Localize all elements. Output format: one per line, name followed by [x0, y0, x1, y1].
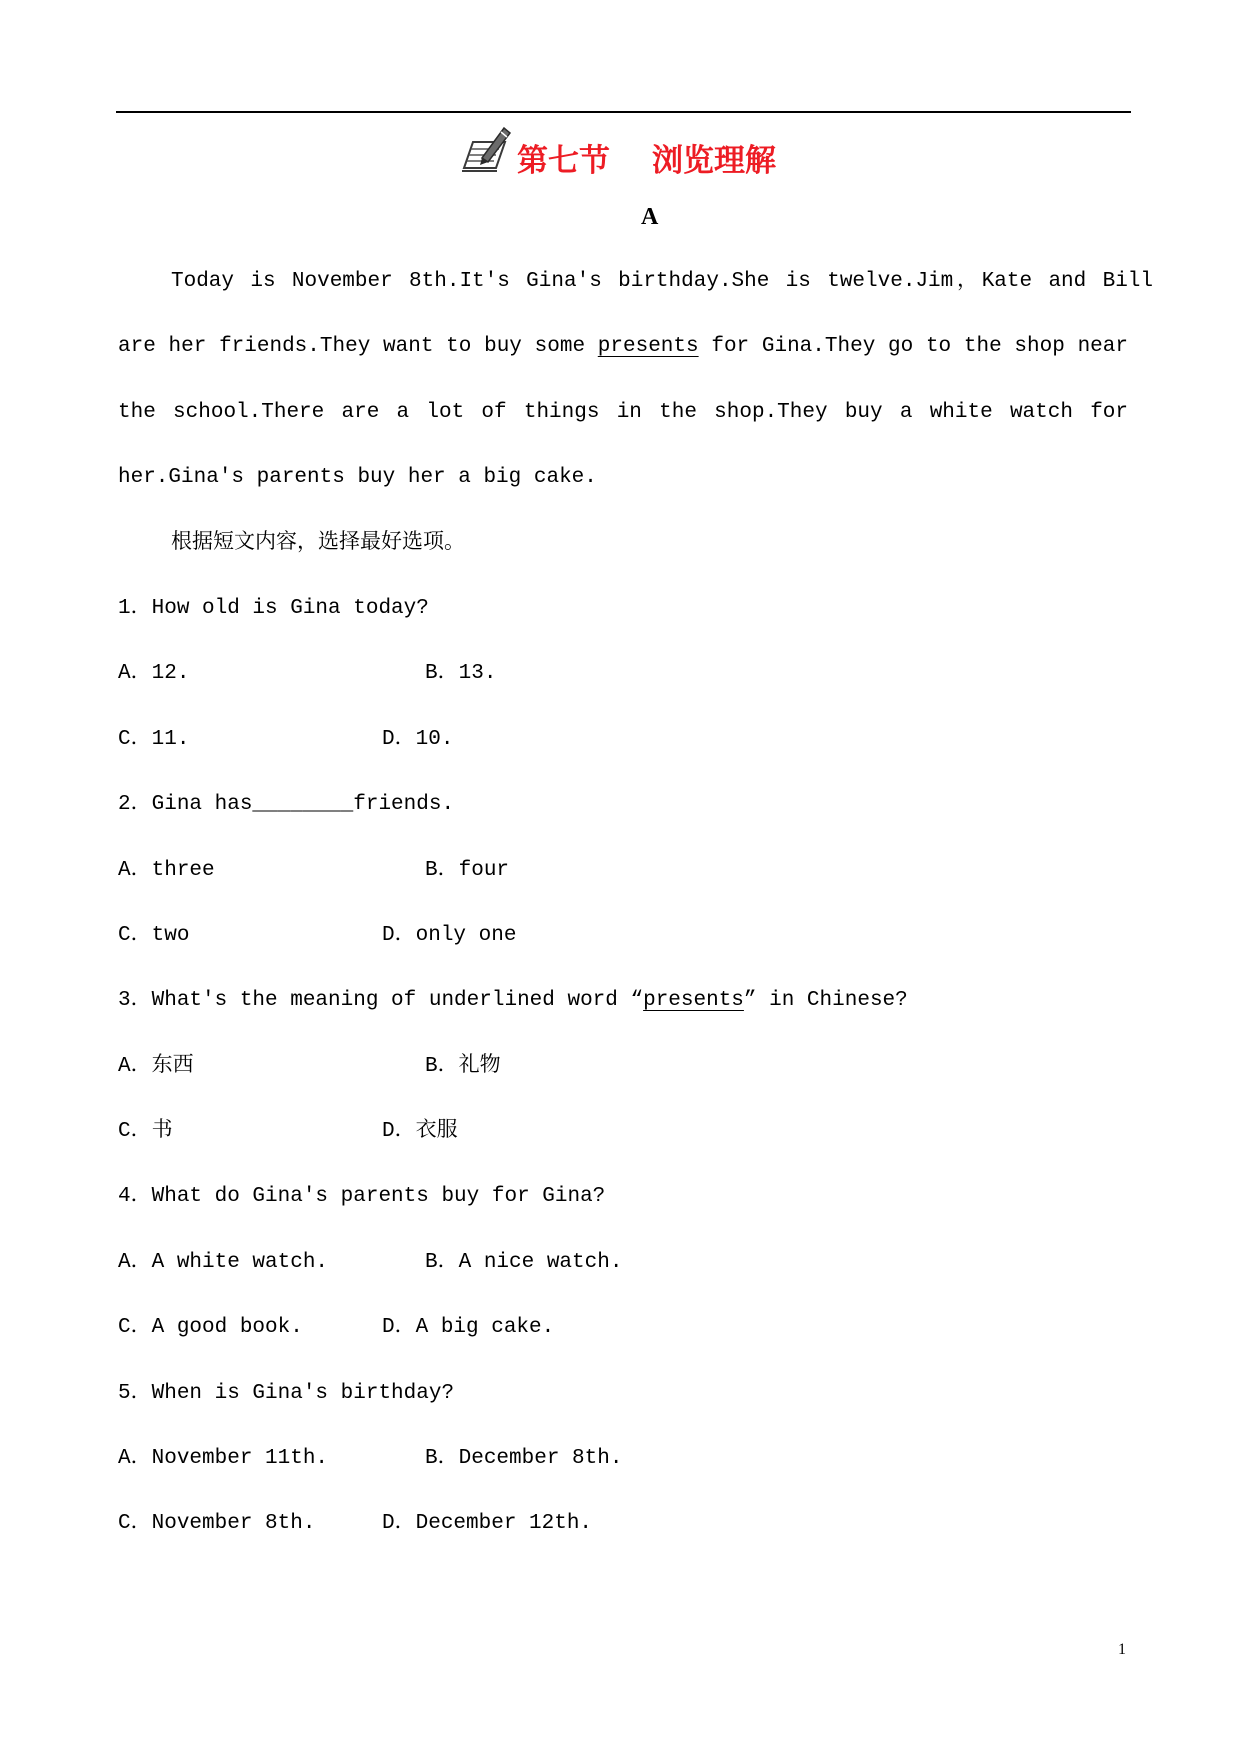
question-text: When is Gina's birthday? — [151, 1381, 455, 1405]
option-text: December 12th. — [415, 1512, 593, 1536]
option-b — [425, 838, 509, 903]
option-row — [0, 707, 1241, 772]
option-c — [118, 1491, 315, 1556]
underlined-word: presents — [597, 335, 699, 359]
document-body — [0, 249, 1241, 1557]
option-c — [118, 1295, 303, 1360]
question-stem — [0, 772, 1241, 837]
option-c — [118, 1099, 173, 1164]
question-text: What do Gina's parents buy for Gina? — [151, 1185, 606, 1209]
option-text: 13. — [458, 662, 497, 686]
option-text: four — [458, 858, 510, 882]
option-letter: C． — [118, 923, 152, 947]
question-number: 1． — [118, 596, 152, 620]
option-text: November 8th. — [151, 1512, 316, 1536]
passage-line: her.Gina's parents buy her a big cake. — [118, 466, 597, 490]
question-number: 5． — [118, 1381, 152, 1405]
question-text: ” in Chinese? — [743, 989, 908, 1013]
instruction-text: 根据短文内容，选择最好选项。 — [171, 531, 465, 555]
question-number: 2． — [118, 793, 152, 817]
passage-line — [0, 380, 1241, 445]
question-number: 4． — [118, 1185, 152, 1209]
question-text: How old is Gina today? — [151, 596, 429, 620]
option-d — [382, 903, 516, 968]
question-stem — [0, 1164, 1241, 1229]
option-letter: A． — [118, 662, 152, 686]
underlined-word: presents — [643, 989, 744, 1013]
option-letter: D． — [382, 1316, 416, 1340]
passage-text: are her friends.They want to buy some — [118, 335, 598, 359]
option-letter: A． — [118, 1447, 152, 1471]
option-row — [0, 641, 1241, 706]
passage-text: for Gina.They go to the shop near — [698, 335, 1128, 359]
question-stem — [0, 968, 1241, 1033]
option-text: 11. — [151, 727, 190, 751]
option-b — [425, 1426, 622, 1491]
option-text: A white watch. — [151, 1250, 329, 1274]
option-a — [118, 1034, 194, 1099]
option-letter: D． — [382, 1512, 416, 1536]
option-a — [118, 1426, 328, 1491]
option-row — [0, 1099, 1241, 1164]
option-row — [0, 1295, 1241, 1360]
option-row — [0, 1426, 1241, 1491]
question-text: Gina has________friends. — [151, 793, 455, 817]
option-text: A nice watch. — [458, 1250, 623, 1274]
option-d — [382, 1491, 592, 1556]
section-title-number: 第七节 — [517, 143, 610, 179]
option-text: 10. — [415, 727, 454, 751]
option-text: A good book. — [151, 1316, 303, 1340]
option-a — [118, 641, 189, 706]
option-b — [425, 1230, 622, 1295]
option-letter: D． — [382, 923, 416, 947]
option-row — [0, 1230, 1241, 1295]
option-letter: B． — [425, 1447, 459, 1471]
writing-pencil-icon — [461, 124, 513, 174]
option-letter: C． — [118, 727, 152, 751]
option-d — [382, 1295, 554, 1360]
option-letter: B． — [425, 858, 459, 882]
option-text: 12. — [151, 662, 190, 686]
option-a — [118, 838, 215, 903]
option-letter: C． — [118, 1120, 152, 1144]
option-letter: A． — [118, 858, 152, 882]
option-a — [118, 1230, 328, 1295]
question-number: 3． — [118, 989, 152, 1013]
option-row — [0, 903, 1241, 968]
option-letter: C． — [118, 1512, 152, 1536]
page-number: 1 — [1118, 1641, 1126, 1658]
option-text: 衣服 — [415, 1120, 458, 1144]
option-b — [425, 1034, 501, 1099]
passage-label: A — [641, 204, 659, 230]
option-letter: B． — [425, 662, 459, 686]
option-text: only one — [415, 923, 517, 947]
passage-line-text: Today is November 8th.It's Gina's birthday.She is twelve.Jim，Kate and Bill — [171, 270, 1153, 293]
option-text: 东西 — [151, 1054, 194, 1078]
option-row — [0, 838, 1241, 903]
option-text: two — [151, 923, 190, 947]
option-text: three — [151, 858, 215, 882]
option-b — [425, 641, 496, 706]
option-letter: B． — [425, 1250, 459, 1274]
passage-line-text — [118, 314, 1128, 379]
option-text: A big cake. — [415, 1316, 555, 1340]
option-text: 书 — [151, 1120, 173, 1144]
passage-line — [0, 249, 1241, 314]
option-c — [118, 707, 189, 772]
option-c — [118, 903, 189, 968]
option-letter: D． — [382, 727, 416, 751]
passage-line — [0, 314, 1241, 379]
option-d — [382, 707, 453, 772]
option-text: 礼物 — [458, 1054, 501, 1078]
question-stem — [0, 576, 1241, 641]
option-text: December 8th. — [458, 1447, 623, 1471]
option-letter: C． — [118, 1316, 152, 1340]
section-title-name: 浏览理解 — [652, 143, 776, 179]
question-stem — [0, 1361, 1241, 1426]
option-letter: D． — [382, 1120, 416, 1144]
top-rule — [116, 111, 1131, 113]
option-text: November 11th. — [151, 1447, 329, 1471]
option-letter: A． — [118, 1054, 152, 1078]
question-text: What's the meaning of underlined word “ — [151, 989, 644, 1013]
option-letter: A． — [118, 1250, 152, 1274]
option-row — [0, 1491, 1241, 1556]
option-letter: B． — [425, 1054, 459, 1078]
passage-line-text: the school.There are a lot of things in the shop.They buy a white watch for — [118, 400, 1128, 424]
option-row — [0, 1034, 1241, 1099]
option-d — [382, 1099, 458, 1164]
